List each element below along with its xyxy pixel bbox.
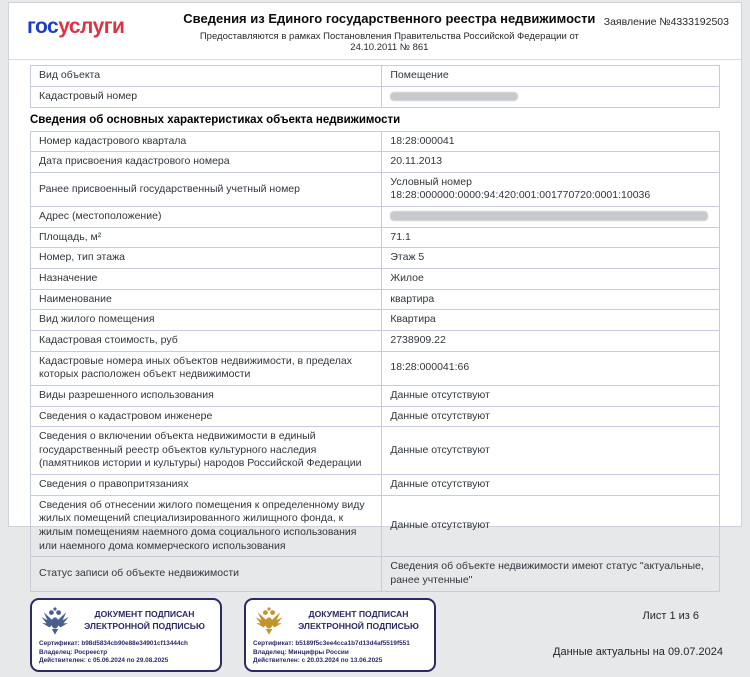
row-value: Данные отсутствуют — [382, 385, 720, 406]
row-value: Данные отсутствуют — [382, 406, 720, 427]
header-title-block — [175, 11, 604, 53]
row-value: Данные отсутствуют — [382, 427, 720, 475]
document-title: Сведения из Единого государственного реестра недвижимости — [183, 11, 596, 26]
row-label: Вид объекта — [31, 66, 382, 87]
row-value: Квартира — [382, 310, 720, 331]
table-row — [31, 131, 720, 152]
row-label: Кадастровый номер — [31, 86, 382, 107]
row-value: Этаж 5 — [382, 248, 720, 269]
table-row — [31, 385, 720, 406]
logo-part-red: услуги — [58, 15, 125, 38]
stamp-details — [39, 640, 213, 667]
row-label: Сведения о включении объекта недвижимости в единый государственный реестр объектов культурного наследия (памятников истории и культуры) народов Российской Федерации — [31, 427, 382, 475]
row-value: Условный номер 18:28:000000:0000:94:420:001:001770720:0001:10036 — [382, 172, 720, 206]
redacted-value — [390, 92, 518, 101]
table-row — [31, 86, 720, 107]
row-label: Номер, тип этажа — [31, 248, 382, 269]
row-value: 20.11.2013 — [382, 152, 720, 173]
stamp-owner: Владелец: Минцифры России — [253, 648, 349, 656]
signature-stamp-mincifry — [244, 598, 436, 673]
application-number: Заявление №4333192503 — [603, 16, 729, 28]
table-row — [31, 289, 720, 310]
row-label: Кадастровая стоимость, руб — [31, 330, 382, 351]
russia-coat-of-arms-icon — [253, 604, 285, 638]
rosreestr-eagle-icon — [39, 604, 71, 638]
table-row — [31, 406, 720, 427]
document-header — [9, 3, 741, 60]
table-row — [31, 152, 720, 173]
row-label: Назначение — [31, 269, 382, 290]
row-value: Данные отсутствуют — [382, 475, 720, 496]
row-value: Данные отсутствуют — [382, 495, 720, 557]
row-value — [382, 86, 720, 107]
stamp-validity: Действителен: с 05.06.2024 по 29.08.2025 — [39, 657, 169, 665]
row-label: Наименование — [31, 289, 382, 310]
row-label: Адрес (местоположение) — [31, 207, 382, 228]
stamp-certificate: Сертификат: b5189f5c3ee4cca1b7d13d4af5519f551 — [253, 639, 410, 647]
table-row — [31, 495, 720, 557]
row-label: Сведения об отнесении жилого помещения к определенному виду жилых помещений специализированного жилищного фонда, к жилым помещениям наемного дома социального использования или наемного дома коммерческого использования — [31, 495, 382, 557]
document-content — [9, 60, 741, 591]
section-title: Сведения об основных характеристиках объекта недвижимости — [30, 113, 401, 126]
table-row — [31, 66, 720, 87]
table-row — [31, 427, 720, 475]
document-subtitle: Предоставляются в рамках Постановления Правительства Российской Федерации от 24.10.2011 № 861 — [199, 31, 579, 54]
table-row — [31, 310, 720, 331]
row-label: Статус записи об объекте недвижимости — [31, 557, 382, 591]
row-label: Виды разрешенного использования — [31, 385, 382, 406]
row-label: Дата присвоения кадастрового номера — [31, 152, 382, 173]
stamp-header — [39, 604, 213, 638]
row-label: Сведения о кадастровом инженере — [31, 406, 382, 427]
stamp-owner: Владелец: Росреестр — [39, 648, 108, 656]
row-label: Ранее присвоенный государственный учетный номер — [31, 172, 382, 206]
row-label: Кадастровые номера иных объектов недвижимости, в пределах которых расположен объект недвижимости — [31, 351, 382, 385]
row-value: 71.1 — [382, 227, 720, 248]
stamp-certificate: Сертификат: b98d5834cb90e88e34901cf13444ch — [39, 639, 188, 647]
stamp-details — [253, 640, 427, 667]
row-value — [382, 207, 720, 228]
signature-stamp-rosreestr — [30, 598, 222, 673]
logo-part-blue: гос — [27, 15, 59, 38]
stamp-validity: Действителен: с 20.03.2024 по 13.06.2025 — [253, 657, 383, 665]
table-row — [31, 351, 720, 385]
sheet-number: Лист 1 из 6 — [642, 609, 699, 622]
row-label: Сведения о правопритязаниях — [31, 475, 382, 496]
gosuslugi-logo — [27, 15, 175, 39]
object-summary-table — [30, 65, 720, 107]
row-value: 2738909.22 — [382, 330, 720, 351]
document-footer — [9, 592, 741, 677]
row-label: Номер кадастрового квартала — [31, 131, 382, 152]
row-value: Жилое — [382, 269, 720, 290]
table-row — [31, 227, 720, 248]
row-value: квартира — [382, 289, 720, 310]
footer-meta — [458, 598, 729, 658]
table-row — [31, 330, 720, 351]
row-value: 18:28:000041:66 — [382, 351, 720, 385]
row-label: Вид жилого помещения — [31, 310, 382, 331]
table-row — [31, 557, 720, 591]
object-details-table — [30, 131, 720, 592]
stamp-title: ДОКУМЕНТ ПОДПИСАН ЭЛЕКТРОННОЙ ПОДПИСЬЮ — [84, 609, 205, 631]
table-row — [31, 248, 720, 269]
table-row — [31, 269, 720, 290]
row-value: Сведения об объекте недвижимости имеют статус "актуальные, ранее учтенные" — [382, 557, 720, 591]
stamp-title: ДОКУМЕНТ ПОДПИСАН ЭЛЕКТРОННОЙ ПОДПИСЬЮ — [298, 609, 419, 631]
row-value: 18:28:000041 — [382, 131, 720, 152]
redacted-value — [390, 211, 707, 221]
row-value: Помещение — [382, 66, 720, 87]
table-row — [31, 172, 720, 206]
data-actual-date: Данные актуальны на 09.07.2024 — [553, 645, 723, 658]
stamp-header — [253, 604, 427, 638]
document-page — [8, 2, 742, 665]
table-row — [31, 475, 720, 496]
table-row — [31, 207, 720, 228]
row-label: Площадь, м² — [31, 227, 382, 248]
